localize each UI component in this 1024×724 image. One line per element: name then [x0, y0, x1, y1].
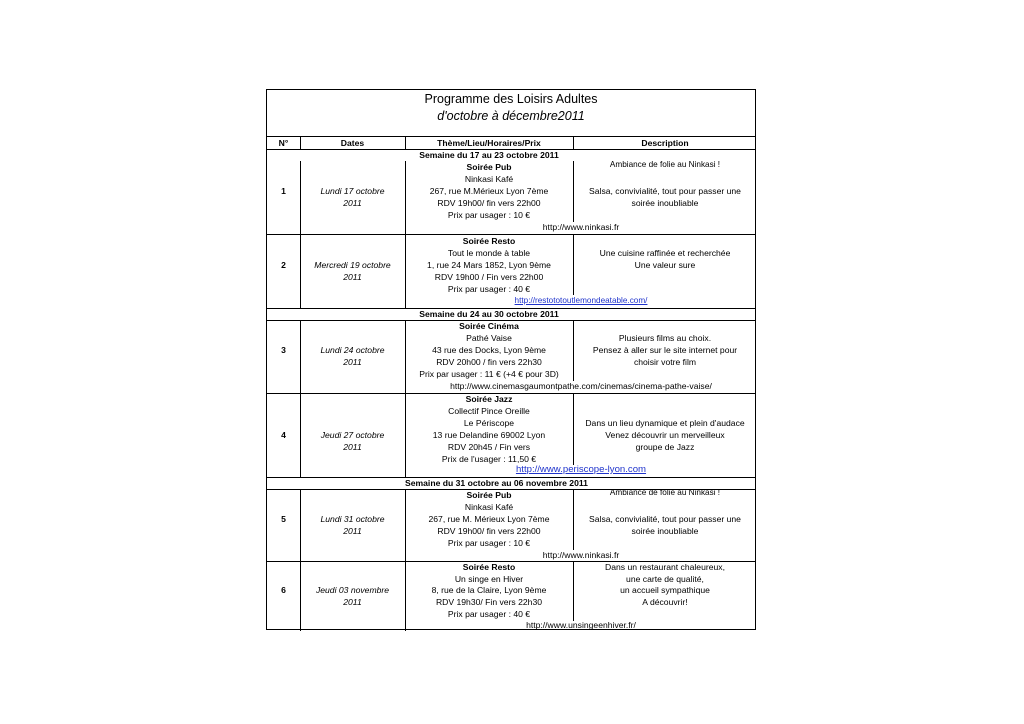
programme-table: [266, 89, 756, 630]
entry-number: 6: [281, 585, 286, 595]
event-hours: RDV 19h30/ Fin vers 22h30: [435, 597, 543, 607]
rule: [300, 161, 301, 308]
event-price: Prix par usager : 10 €: [447, 538, 531, 548]
event-venue: Collectif Pince Oreille: [448, 406, 530, 416]
event-link[interactable]: http://restototoutlemondeatable.com/: [514, 296, 648, 305]
event-title: Soirée Cinéma: [459, 321, 519, 331]
event-venue-name: Le Périscope: [463, 418, 515, 428]
entry-date: Lundi 24 octobre: [320, 345, 385, 355]
entry-date: Mercredi 19 octobre: [314, 260, 391, 270]
event-venue: Tout le monde à table: [447, 248, 531, 258]
header-description: Description: [641, 138, 689, 148]
week-heading: Semaine du 17 au 23 octobre 2011: [419, 150, 559, 160]
event-description: un accueil sympathique: [620, 585, 710, 595]
event-venue: Pathé Vaise: [466, 333, 512, 343]
entry-number: 4: [281, 430, 286, 440]
header-dates: Dates: [340, 138, 365, 148]
event-title: Soirée Pub: [466, 490, 512, 500]
event-venue: Un singe en Hiver: [454, 574, 524, 584]
event-description: Plusieurs films au choix.: [618, 333, 712, 343]
header-theme: Thème/Lieu/Horaires/Prix: [437, 138, 541, 148]
event-venue: Ninkasi Kafé: [464, 174, 514, 184]
event-price: Prix par usager : 40 €: [447, 609, 531, 619]
event-address: 8, rue de la Claire, Lyon 9ème: [431, 585, 547, 595]
event-tagline: Ambiance de folie au Ninkasi !: [609, 488, 721, 497]
event-description: A découvrir!: [642, 597, 688, 607]
event-description: soirée inoubliable: [631, 198, 699, 208]
event-address: 13 rue Delandine 69002 Lyon: [432, 430, 546, 440]
entry-date: Lundi 17 octobre: [320, 186, 385, 196]
event-price: Prix de l'usager : 11,50 €: [441, 454, 537, 464]
event-hours: RDV 19h00/ fin vers 22h00: [437, 198, 541, 208]
page-title: Programme des Loisirs Adultes: [424, 92, 598, 106]
event-price: Prix par usager : 11 € (+4 € pour 3D): [419, 369, 559, 379]
event-price: Prix par usager : 40 €: [447, 284, 531, 294]
event-description: soirée inoubliable: [631, 526, 699, 536]
event-address: 43 rue des Docks, Lyon 9ème: [432, 345, 546, 355]
title-block: [267, 90, 755, 138]
event-description: groupe de Jazz: [635, 442, 695, 452]
entry-date: Jeudi 03 novembre: [315, 585, 390, 595]
event-title: Soirée Resto: [462, 236, 516, 246]
header-num: N°: [278, 138, 289, 148]
event-description: Venez découvrir un merveilleux: [605, 430, 725, 440]
event-title: Soirée Pub: [466, 162, 512, 172]
entry-number: 5: [281, 514, 286, 524]
event-address: 267, rue M. Mérieux Lyon 7ème: [428, 514, 550, 524]
event-link[interactable]: http://www.unsingeenhiver.fr/: [526, 620, 636, 630]
event-tagline: Ambiance de folie au Ninkasi !: [609, 160, 721, 169]
event-description: une carte de qualité,: [626, 574, 704, 584]
entry-date-year: 2011: [343, 597, 362, 607]
rule: [300, 489, 301, 631]
event-description: Salsa, convivialité, tout pour passer une: [589, 514, 741, 524]
week-heading: Semaine du 24 au 30 octobre 2011: [419, 309, 559, 319]
entry-date-year: 2011: [343, 272, 362, 282]
event-link[interactable]: http://www.periscope-lyon.com: [515, 464, 647, 475]
event-link[interactable]: http://www.ninkasi.fr: [542, 550, 620, 560]
entry-number: 1: [281, 186, 286, 196]
event-link[interactable]: http://www.ninkasi.fr: [542, 222, 620, 232]
event-address: 267, rue M.Mérieux Lyon 7ème: [429, 186, 549, 196]
event-link[interactable]: http://www.cinemasgaumontpathe.com/cinemas/cinema-pathe-vaise/: [450, 381, 712, 391]
event-hours: RDV 20h45 / Fin vers: [447, 442, 531, 452]
event-hours: RDV 20h00 / fin vers 22h30: [436, 357, 542, 367]
event-price: Prix par usager : 10 €: [447, 210, 531, 220]
entry-date-year: 2011: [343, 357, 362, 367]
event-description: Pensez à aller sur le site internet pour: [592, 345, 738, 355]
event-description: Dans un lieu dynamique et plein d'audace: [585, 418, 745, 428]
entry-date: Jeudi 27 octobre: [320, 430, 385, 440]
event-description: Salsa, convivialité, tout pour passer une: [589, 186, 741, 196]
event-hours: RDV 19h00 / Fin vers 22h00: [434, 272, 544, 282]
event-address: 1, rue 24 Mars 1852, Lyon 9ème: [427, 260, 551, 270]
entry-number: 2: [281, 260, 286, 270]
event-description: Une valeur sure: [634, 260, 696, 270]
event-hours: RDV 19h00/ fin vers 22h00: [437, 526, 541, 536]
event-description: Dans un restaurant chaleureux,: [605, 562, 725, 572]
entry-date-year: 2011: [343, 442, 362, 452]
event-title: Soirée Jazz: [465, 394, 513, 404]
week-heading: Semaine du 31 octobre au 06 novembre 2011: [405, 478, 588, 488]
event-description: choisir votre film: [633, 357, 697, 367]
event-venue: Ninkasi Kafé: [464, 502, 514, 512]
entry-date: Lundi 31 octobre: [320, 514, 385, 524]
entry-number: 3: [281, 345, 286, 355]
page-subtitle: d'octobre à décembre2011: [437, 109, 585, 123]
entry-date-year: 2011: [343, 526, 362, 536]
event-description: Une cuisine raffinée et recherchée: [599, 248, 731, 258]
entry-date-year: 2011: [343, 198, 362, 208]
event-title: Soirée Resto: [462, 562, 516, 572]
